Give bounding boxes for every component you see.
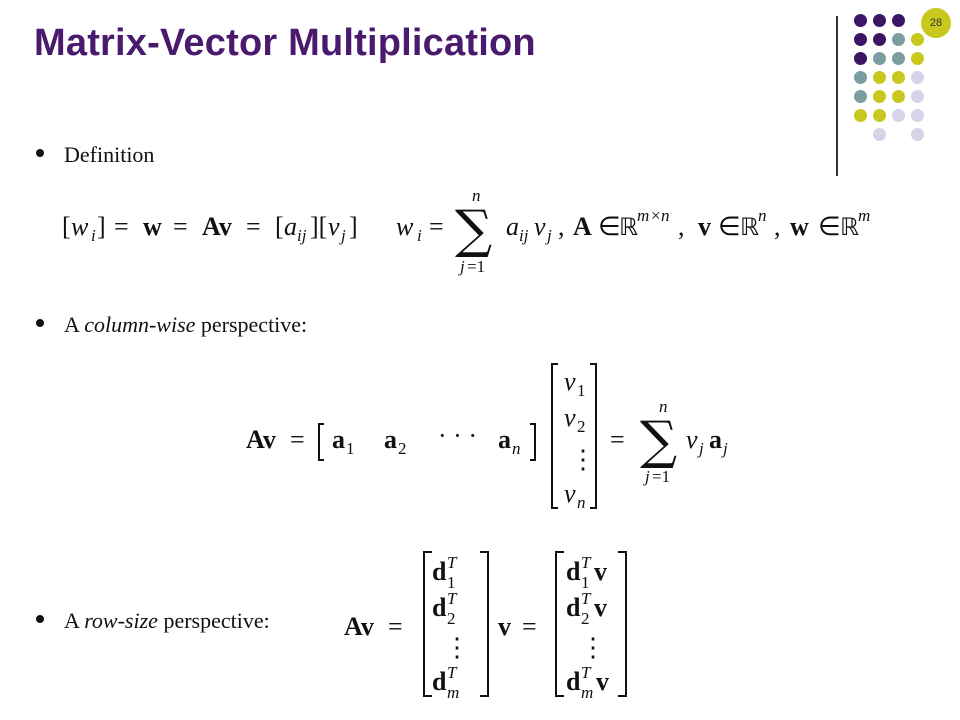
svg-text:d: d <box>566 557 581 586</box>
svg-text:A: A <box>573 212 592 241</box>
svg-text:∑: ∑ <box>640 411 678 471</box>
decorative-dot <box>892 109 905 122</box>
svg-text:n: n <box>512 439 521 458</box>
svg-text:T: T <box>581 589 591 608</box>
svg-text:ij: ij <box>519 226 529 245</box>
svg-text:m: m <box>581 683 594 702</box>
svg-text:=: = <box>290 425 305 454</box>
svg-text:T: T <box>581 553 591 572</box>
svg-text:T: T <box>581 663 591 682</box>
svg-text:a: a <box>384 425 397 454</box>
svg-text:· · ·: · · · <box>438 421 477 450</box>
bullet-dot <box>36 149 44 157</box>
decorative-dot <box>854 14 867 27</box>
decorative-dot <box>892 71 905 84</box>
svg-text:v: v <box>328 212 340 241</box>
svg-text:1: 1 <box>581 573 590 592</box>
svg-text:=: = <box>246 212 261 241</box>
svg-text:=: = <box>429 212 444 241</box>
svg-text:2: 2 <box>581 609 590 628</box>
bullet-suffix: perspective: <box>157 608 270 633</box>
svg-text:a: a <box>709 425 722 454</box>
svg-text:=1: =1 <box>652 467 671 486</box>
bullet-emphasis: row-size <box>84 608 158 633</box>
svg-text:]: ] <box>97 212 106 241</box>
decorative-dot <box>892 90 905 103</box>
svg-text:ℝ: ℝ <box>740 213 760 241</box>
decorative-dot <box>854 52 867 65</box>
svg-text:v: v <box>564 403 576 432</box>
svg-text:v: v <box>564 367 576 396</box>
svg-text:v: v <box>698 212 711 241</box>
slide-title: Matrix-Vector Multiplication <box>34 22 536 64</box>
decorative-dot <box>911 33 924 46</box>
bullet-column-wise <box>36 312 307 338</box>
svg-text:Av: Av <box>344 612 374 641</box>
svg-text:⋮: ⋮ <box>444 633 470 662</box>
svg-text:d: d <box>432 593 447 622</box>
decorative-dot-grid <box>854 14 934 154</box>
svg-text:v: v <box>686 425 698 454</box>
svg-text:=: = <box>173 212 188 241</box>
svg-text:a: a <box>506 212 519 241</box>
decorative-dot <box>911 128 924 141</box>
decorative-dot <box>873 71 886 84</box>
svg-text:∑: ∑ <box>455 200 493 260</box>
decorative-dot <box>911 109 924 122</box>
decorative-dot <box>873 90 886 103</box>
svg-text:⋮: ⋮ <box>580 633 606 662</box>
svg-text:,: , <box>678 212 685 241</box>
decorative-dot <box>873 128 886 141</box>
bullet-prefix: A <box>64 608 85 633</box>
svg-text:ij: ij <box>297 226 307 245</box>
svg-text:,: , <box>558 212 565 241</box>
svg-text:1: 1 <box>447 573 456 592</box>
decorative-dot <box>873 52 886 65</box>
svg-text:d: d <box>566 667 581 696</box>
decorative-dot <box>854 90 867 103</box>
decorative-dot <box>892 33 905 46</box>
svg-text:T: T <box>447 589 457 608</box>
bullet-definition <box>36 142 154 168</box>
row-size-equation <box>340 546 650 706</box>
svg-text:2: 2 <box>398 439 407 458</box>
definition-equation <box>60 185 940 285</box>
svg-text:m: m <box>637 206 650 225</box>
svg-text:a: a <box>498 425 511 454</box>
svg-text:d: d <box>432 557 447 586</box>
svg-text:v: v <box>594 557 607 586</box>
svg-text:1: 1 <box>577 381 586 400</box>
bullet-dot <box>36 615 44 623</box>
svg-text:a: a <box>332 425 345 454</box>
svg-text:j: j <box>723 439 728 458</box>
decorative-dot <box>854 71 867 84</box>
svg-text:=: = <box>610 425 625 454</box>
svg-text:T: T <box>447 553 457 572</box>
svg-text:w: w <box>790 212 809 241</box>
bullet-prefix: A <box>64 312 85 337</box>
svg-text:ℝ: ℝ <box>619 213 639 241</box>
decorative-dot <box>854 109 867 122</box>
svg-text:n: n <box>758 206 767 225</box>
decorative-dot <box>911 71 924 84</box>
svg-text:v: v <box>596 667 609 696</box>
svg-text:∈: ∈ <box>598 212 621 241</box>
svg-text:d: d <box>566 593 581 622</box>
svg-text:n: n <box>661 206 670 225</box>
bullet-text: Definition <box>64 142 155 167</box>
svg-text:j: j <box>460 257 465 276</box>
svg-text:1: 1 <box>346 439 355 458</box>
page-number-badge: 28 <box>921 8 951 38</box>
svg-text:d: d <box>432 667 447 696</box>
svg-text:=: = <box>388 612 403 641</box>
svg-text:⋮: ⋮ <box>570 445 596 474</box>
svg-text:i: i <box>417 226 422 245</box>
svg-text:n: n <box>659 397 668 416</box>
bullet-dot <box>36 319 44 327</box>
svg-text:ℝ: ℝ <box>840 213 860 241</box>
bullet-emphasis: column-wise <box>84 312 196 337</box>
svg-text:m: m <box>447 683 460 702</box>
svg-text:a: a <box>284 212 297 241</box>
svg-text:×: × <box>651 206 661 225</box>
svg-text:i: i <box>91 226 96 245</box>
svg-text:∈: ∈ <box>718 212 741 241</box>
svg-text:=: = <box>114 212 129 241</box>
svg-text:T: T <box>447 663 457 682</box>
svg-text:n: n <box>577 493 586 512</box>
svg-text:w: w <box>71 212 89 241</box>
decorative-dot <box>873 14 886 27</box>
svg-text:m: m <box>858 206 871 225</box>
svg-text:2: 2 <box>577 417 586 436</box>
svg-text:=: = <box>522 612 537 641</box>
svg-text:v: v <box>564 479 576 508</box>
svg-text:w: w <box>143 212 162 241</box>
svg-text:∈: ∈ <box>818 212 841 241</box>
svg-text:][: ][ <box>310 212 328 241</box>
svg-text:2: 2 <box>447 609 456 628</box>
svg-text:=1: =1 <box>467 257 486 276</box>
svg-text:v: v <box>498 612 511 641</box>
decorative-dot <box>911 90 924 103</box>
svg-text:j: j <box>547 226 552 245</box>
decorative-dot <box>873 109 886 122</box>
svg-text:n: n <box>472 186 481 205</box>
svg-text:Av: Av <box>202 212 232 241</box>
bullet-row-size <box>36 608 270 634</box>
column-wise-equation <box>240 360 760 520</box>
decorative-dot <box>873 33 886 46</box>
svg-text:]: ] <box>349 212 358 241</box>
bullet-suffix: perspective: <box>195 312 308 337</box>
svg-text:[: [ <box>275 212 284 241</box>
decorative-dot <box>892 14 905 27</box>
svg-text:[: [ <box>62 212 71 241</box>
decorative-dot <box>911 52 924 65</box>
svg-text:,: , <box>774 212 781 241</box>
svg-text:Av: Av <box>246 425 276 454</box>
decorative-dot <box>892 52 905 65</box>
svg-text:j: j <box>699 439 704 458</box>
decorative-dot <box>854 33 867 46</box>
divider-line <box>836 16 838 176</box>
svg-text:j: j <box>341 226 346 245</box>
svg-text:v: v <box>534 212 546 241</box>
svg-text:v: v <box>594 593 607 622</box>
svg-text:w: w <box>396 212 414 241</box>
svg-text:j: j <box>645 467 650 486</box>
